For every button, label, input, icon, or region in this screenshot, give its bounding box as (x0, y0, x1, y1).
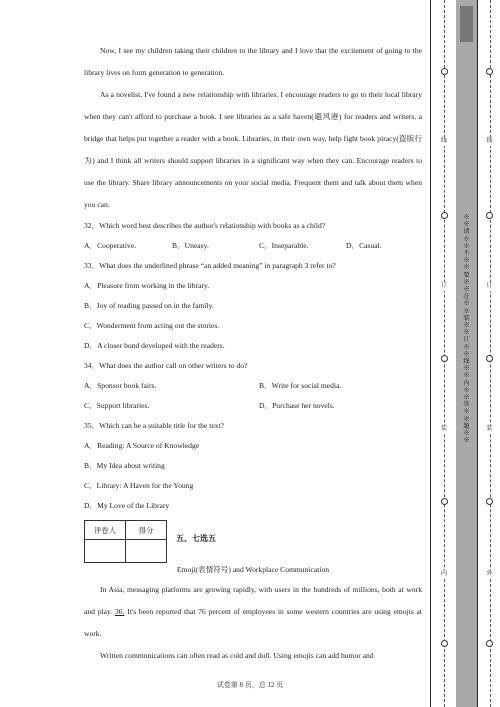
circle-mark (486, 640, 493, 647)
seven-choose-five-article (84, 579, 422, 667)
circle-mark (486, 355, 493, 362)
question-32-options (84, 236, 422, 256)
binding-label: 订 (486, 283, 493, 289)
binding-label: 内 (440, 571, 447, 577)
question-34-stem: 34．What does the author call on other writers to do? (84, 361, 248, 370)
option-c: C．Inseparable. (259, 241, 309, 250)
grader-cell (85, 540, 126, 563)
binding-label: 订 (440, 283, 447, 289)
option-c: C．Support libraries. (84, 401, 150, 410)
option-a: A．Reading: A Source of Knowledge (84, 441, 200, 450)
question-33-stem: 33．What does the underlined phrase “an added meaning” in paragraph 3 refer to? (84, 261, 336, 270)
score-label: 得分 (126, 521, 167, 540)
binding-label: 外 (486, 571, 493, 577)
binding-margin-outer (477, 0, 500, 707)
circle-mark (441, 498, 448, 505)
circle-mark (441, 68, 448, 75)
question-35-stem: 35．Which can be a suitable title for the text? (84, 421, 225, 430)
question-32-stem: 32．Which word best describes the author's relationship with books as a child? (84, 221, 326, 230)
option-d: D．My Love of the Library (84, 501, 170, 510)
option-b: B．Write for social media. (259, 381, 342, 390)
cut-line (444, 0, 445, 707)
option-b: B．My Idea about writing (84, 461, 165, 470)
option-a: A．Pleasure from working in the library. (84, 281, 210, 290)
binding-margin-inner (430, 0, 458, 707)
circle-mark (486, 68, 493, 75)
text-segment: It's been reported that 76 percent of employees in some western countries are using emojis at work. (84, 607, 422, 638)
binding-label: 装 (486, 426, 493, 432)
article-paragraph-1 (84, 579, 422, 645)
top-marker (460, 6, 473, 42)
passage-paragraph: Now, I see my children taking their children to the library and I love that the excitement of going to the library lives on form generation to generation. (84, 46, 422, 77)
passage-paragraph: As a novelist, I've found a new relationship with libraries. I encourage readers to go to their local library when they can't afford to purchase a book. I see libraries as a safe haven(避风港) for readers and writers, a bridge that helps put together a reader with a book. Libraries, in their own way, help fight book piracy(盗版行为) and I think all writers should support libraries in a significant way when they can. Encourage readers to use the library. Share library announcements on your social media. Frequent them and talk about them when you can. (84, 90, 422, 209)
option-d: D．Purchase her novels. (259, 401, 335, 410)
circle-mark (441, 640, 448, 647)
grader-score-table (84, 520, 167, 563)
binding-label: 线 (440, 138, 447, 144)
binding-label: 线 (486, 138, 493, 144)
section-title: 五、七选五 (176, 534, 216, 543)
circle-mark (486, 212, 493, 219)
option-a: A．Cooperative. (84, 241, 137, 250)
page-footer: 试卷第 8 页，总 12 页 (216, 681, 284, 689)
option-b: B．Uneasy. (172, 241, 209, 250)
circle-mark (441, 355, 448, 362)
grader-label: 评卷人 (85, 521, 126, 540)
blank-36: 36. (114, 607, 125, 616)
text-segment: In Asia, messaging platforms are growing rapidly, with users in the hundreds of millions, both at work and play. (84, 585, 422, 616)
binding-note-strip (456, 0, 477, 707)
score-cell (126, 540, 167, 563)
option-b: B．Joy of reading passed on in the family. (84, 301, 214, 310)
question-34-options-row2 (84, 396, 422, 416)
option-a: A．Sponsor book fairs. (84, 381, 157, 390)
option-d: D．Casual. (346, 241, 382, 250)
binding-label: 装 (440, 426, 447, 432)
article-paragraph-2: Written communications can often read as cold and dull. Using emojis can add humor and (100, 651, 374, 660)
circle-mark (486, 498, 493, 505)
reading-passage-and-questions (84, 40, 422, 516)
option-c: C．Library: A Haven for the Young (84, 481, 194, 490)
article-title: Emoji(表情符号) and Workplace Communication (176, 565, 330, 574)
binding-note: ※※请※※不※※要※※在※※装※※订※※线※※内※※答※※题※※ (463, 215, 470, 445)
option-c: C．Wonderment from acting out the stories. (84, 321, 220, 330)
cut-line (490, 0, 491, 707)
option-d: D．A closer bond developed with the readers. (84, 341, 225, 350)
circle-mark (441, 212, 448, 219)
question-34-options-row1 (84, 376, 422, 396)
